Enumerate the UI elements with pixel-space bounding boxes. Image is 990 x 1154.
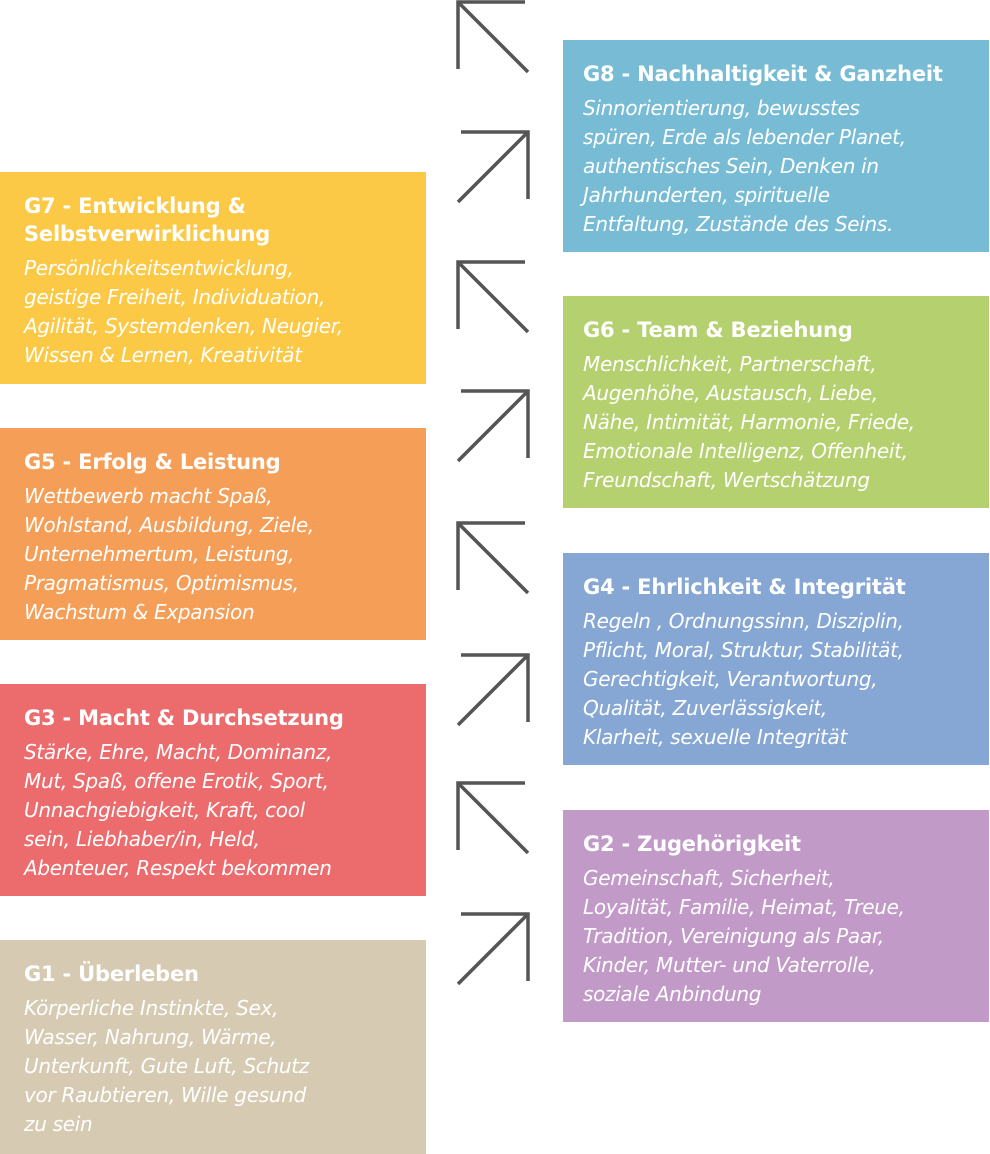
body-line: spüren, Erde als lebender Planet, [583,125,906,149]
arrow-up-left-icon [458,2,528,72]
body-line: zu sein [24,1112,93,1136]
body-line: Menschlichkeit, Partnerschaft, [583,352,877,376]
body-line: Klarheit, sexuelle Integrität [583,725,847,749]
body-line: Kinder, Mutter- und Vaterrolle, [583,953,876,977]
body-line: Unternehmertum, Leistung, [24,542,295,566]
body-line: Emotionale Intelligenz, Offenheit, [583,439,908,463]
arrow-up-left-icon [458,262,528,332]
body-line: Stärke, Ehre, Macht, Dominanz, [24,740,333,764]
body-line: Gerechtigkeit, Verantwortung, [583,667,878,691]
arrow-up-left-icon [458,523,528,593]
body-line: Mut, Spaß, offene Erotik, Sport, [24,769,329,793]
body-line: Unterkunft, Gute Luft, Schutz [24,1054,309,1078]
box-title: G1 - Überleben [24,962,199,986]
body-line: vor Raubtieren, Wille gesund [24,1083,306,1107]
body-line: Jahrhunderten, spirituelle [583,183,830,207]
body-line: Abenteuer, Respekt bekommen [24,856,332,880]
body-line: sein, Liebhaber/in, Held, [24,827,260,851]
body-line: Tradition, Vereinigung als Paar, [583,924,884,948]
box-title: G2 - Zugehörigkeit [583,832,801,856]
body-line: Gemeinschaft, Sicherheit, [583,866,835,890]
body-line: Wissen & Lernen, Kreativität [24,343,302,367]
arrow-up-right-icon [458,655,528,725]
body-line: Wasser, Nahrung, Wärme, [24,1025,277,1049]
body-line: Augenhöhe, Austausch, Liebe, [583,381,878,405]
box-title: G4 - Ehrlichkeit & Integrität [583,575,906,599]
title-line: Selbstverwirklichung [24,222,271,246]
body-line: Pflicht, Moral, Struktur, Stabilität, [583,638,904,662]
body-line: Körperliche Instinkte, Sex, [24,996,279,1020]
body-line: Wohlstand, Ausbildung, Ziele, [24,513,314,537]
box-title: G8 - Nachhaltigkeit & Ganzheit [583,62,943,86]
body-line: Loyalität, Familie, Heimat, Treue, [583,895,905,919]
box-title: G6 - Team & Beziehung [583,318,853,342]
body-line: Sinnorientierung, bewusstes [583,96,860,120]
body-line: Wettbewerb macht Spaß, [24,484,273,508]
box-title: G5 - Erfolg & Leistung [24,450,281,474]
body-line: Qualität, Zuverlässigkeit, [583,696,827,720]
arrow-up-right-icon [458,132,528,202]
body-line: soziale Anbindung [583,982,762,1006]
body-line: Nähe, Intimität, Harmonie, Friede, [583,410,915,434]
arrow-up-right-icon [458,914,528,984]
body-line: Entfaltung, Zustände des Seins. [583,212,894,236]
box-title: G3 - Macht & Durchsetzung [24,706,344,730]
arrow-up-right-icon [458,391,528,461]
body-line: geistige Freiheit, Individuation, [24,285,326,309]
body-line: Agilität, Systemdenken, Neugier, [24,314,343,338]
body-line: Wachstum & Expansion [24,600,255,624]
arrow-up-left-icon [458,783,528,853]
body-line: Unnachgiebigkeit, Kraft, cool [24,798,305,822]
body-line: Persönlichkeitsentwicklung, [24,256,294,280]
body-line: authentisches Sein, Denken in [583,154,879,178]
body-line: Freundschaft, Wertschätzung [583,468,870,492]
title-line: G7 - Entwicklung & [24,194,246,218]
body-line: Pragmatismus, Optimismus, [24,571,299,595]
body-line: Regeln , Ordnungssinn, Disziplin, [583,609,904,633]
